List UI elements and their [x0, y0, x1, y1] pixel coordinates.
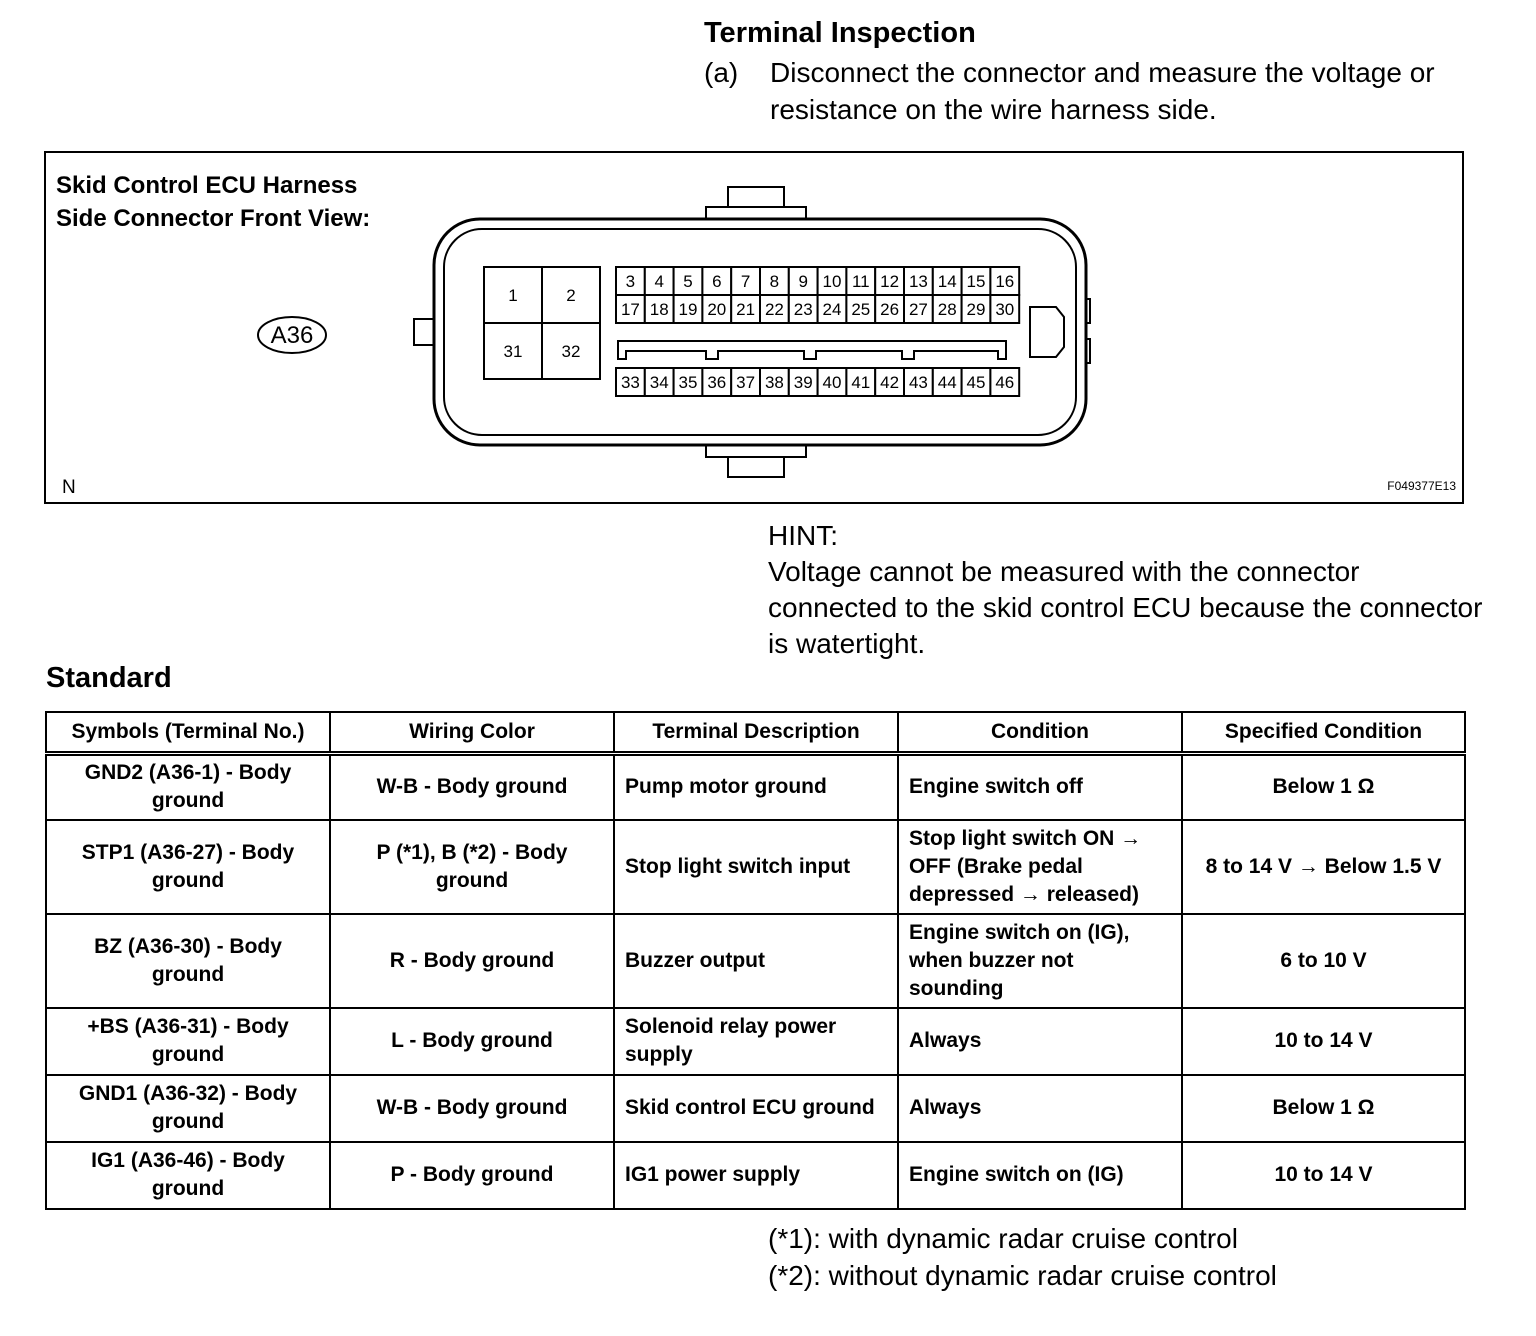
terminal-number: 43 [908, 373, 928, 393]
terminal-number: 46 [995, 373, 1015, 393]
terminal-cell [962, 267, 991, 295]
cell-wiring-color: P (*1), B (*2) - Body ground [330, 820, 614, 914]
cell-condition: Always [898, 1008, 1182, 1075]
terminal-cell [933, 267, 962, 295]
terminal-number: 19 [678, 300, 698, 320]
terminal-cell [702, 295, 731, 323]
terminal-cell [760, 295, 789, 323]
terminal-cell [616, 295, 645, 323]
terminal-number: 6 [712, 272, 722, 292]
cell-symbol: BZ (A36-30) - Body ground [46, 914, 330, 1008]
table-row [46, 820, 1465, 914]
section-heading: Terminal Inspection [704, 17, 976, 49]
terminal-cell [645, 368, 674, 396]
connector-figure [44, 151, 1464, 504]
terminal-number: 28 [937, 300, 957, 320]
standard-title: Standard [46, 662, 172, 694]
terminal-number: 13 [908, 272, 928, 292]
standard-table [45, 711, 1466, 1210]
hint-label: HINT: [768, 520, 838, 551]
table-row [46, 1008, 1465, 1075]
hint-block [768, 518, 1488, 662]
terminal-cell [933, 368, 962, 396]
terminal-cell [702, 368, 731, 396]
terminal-cell [875, 368, 904, 396]
terminal-cell [846, 295, 875, 323]
terminal-number: 38 [764, 373, 784, 393]
figure-corner-letter: N [62, 477, 76, 498]
terminal-cell [818, 295, 847, 323]
cell-description: IG1 power supply [614, 1142, 898, 1209]
terminal-cell [760, 368, 789, 396]
cell-specified: 6 to 10 V [1182, 914, 1465, 1008]
terminal-number: 15 [966, 272, 986, 292]
terminal-number: 40 [822, 373, 842, 393]
terminal-number: 32 [561, 342, 581, 362]
terminal-cell [484, 267, 542, 323]
terminal-number: 23 [793, 300, 813, 320]
terminal-number: 22 [764, 300, 784, 320]
terminal-cell [904, 267, 933, 295]
cell-description: Pump motor ground [614, 754, 898, 820]
cell-symbol: +BS (A36-31) - Body ground [46, 1008, 330, 1075]
cell-condition: Engine switch on (IG) [898, 1142, 1182, 1209]
terminal-number: 37 [736, 373, 756, 393]
terminal-number: 17 [620, 300, 640, 320]
terminal-number: 30 [995, 300, 1015, 320]
cell-symbol: STP1 (A36-27) - Body ground [46, 820, 330, 914]
terminal-cell [904, 295, 933, 323]
table-row [46, 1075, 1465, 1142]
cell-wiring-color: W-B - Body ground [330, 1075, 614, 1142]
cell-symbol: GND1 (A36-32) - Body ground [46, 1075, 330, 1142]
cell-description: Buzzer output [614, 914, 898, 1008]
cell-specified: 8 to 14 V → Below 1.5 V [1182, 820, 1465, 914]
terminal-cell [846, 267, 875, 295]
terminal-cell [990, 368, 1019, 396]
terminal-cell [645, 267, 674, 295]
terminal-cell [990, 267, 1019, 295]
terminal-number: 3 [625, 272, 636, 292]
terminal-cell [789, 267, 818, 295]
terminal-cell [990, 295, 1019, 323]
terminal-number: 11 [851, 272, 870, 292]
terminal-number: 26 [880, 300, 900, 320]
terminal-number: 31 [503, 342, 523, 362]
terminal-number: 12 [880, 272, 900, 292]
footnote-1: (*1): with dynamic radar cruise control [768, 1223, 1238, 1254]
terminal-number: 44 [937, 373, 957, 393]
terminal-number: 36 [707, 373, 727, 393]
cell-specified: Below 1 Ω [1182, 754, 1465, 820]
cell-description: Stop light switch input [614, 820, 898, 914]
terminal-cell [962, 368, 991, 396]
footnotes [768, 1220, 1277, 1294]
terminal-number: 45 [966, 373, 986, 393]
terminal-cell [962, 295, 991, 323]
terminal-number: 20 [707, 300, 727, 320]
terminal-number: 27 [908, 300, 928, 320]
terminal-number: 9 [798, 272, 808, 292]
cell-wiring-color: W-B - Body ground [330, 754, 614, 820]
terminal-cell [674, 368, 703, 396]
cell-wiring-color: R - Body ground [330, 914, 614, 1008]
cell-condition: Always [898, 1075, 1182, 1142]
terminal-cell [731, 368, 760, 396]
header-terminal-description: Terminal Description [614, 712, 898, 754]
terminal-cell [875, 295, 904, 323]
header-specified-condition: Specified Condition [1182, 712, 1465, 754]
terminal-number: 7 [740, 272, 751, 292]
cell-description: Skid control ECU ground [614, 1075, 898, 1142]
terminal-number: 39 [793, 373, 813, 393]
header-symbols: Symbols (Terminal No.) [46, 712, 330, 754]
terminal-cell [674, 295, 703, 323]
step-text: Disconnect the connector and measure the voltage or resistance on the wire harness side. [770, 57, 1435, 125]
cell-symbol: IG1 (A36-46) - Body ground [46, 1142, 330, 1209]
step-marker: (a) [704, 57, 739, 88]
terminal-cell [904, 368, 933, 396]
terminal-cell [731, 295, 760, 323]
cell-description: Solenoid relay power supply [614, 1008, 898, 1075]
header-condition: Condition [898, 712, 1182, 754]
terminal-cell [789, 368, 818, 396]
cell-condition: Engine switch on (IG), when buzzer not sounding [898, 914, 1182, 1008]
figure-title: Skid Control ECU Harness Side Connector Front View: [56, 172, 371, 232]
terminal-number: 41 [851, 373, 871, 393]
cell-specified: 10 to 14 V [1182, 1008, 1465, 1075]
terminal-cell [542, 267, 600, 323]
terminal-number: 8 [769, 272, 780, 292]
table-row [46, 754, 1465, 820]
table-row [46, 1142, 1465, 1209]
cell-condition: Stop light switch ON → OFF (Brake pedal depressed → released) [898, 820, 1182, 914]
figure-code: F049377E13 [1387, 479, 1456, 493]
table-row [46, 914, 1465, 1008]
terminal-cell [818, 368, 847, 396]
cell-specified: Below 1 Ω [1182, 1075, 1465, 1142]
terminal-number: 2 [566, 286, 576, 306]
header-wiring-color: Wiring Color [330, 712, 614, 754]
terminal-cell [702, 267, 731, 295]
footnote-2: (*2): without dynamic radar cruise control [768, 1260, 1277, 1291]
terminal-number: 35 [678, 373, 698, 393]
cell-specified: 10 to 14 V [1182, 1142, 1465, 1209]
connector-diagram [46, 153, 1462, 502]
terminal-cell [818, 267, 847, 295]
terminal-cell [760, 267, 789, 295]
connector-id: A36 [270, 322, 314, 349]
terminal-cell [542, 323, 600, 379]
terminal-number: 24 [822, 300, 842, 320]
terminal-number: 5 [683, 272, 693, 292]
cell-wiring-color: P - Body ground [330, 1142, 614, 1209]
terminal-number: 16 [995, 272, 1015, 292]
terminal-number: 29 [966, 300, 986, 320]
terminal-number: 21 [736, 300, 756, 320]
terminal-number: 33 [620, 373, 640, 393]
terminal-cell [731, 267, 760, 295]
terminal-cell [616, 267, 645, 295]
terminal-number: 10 [822, 272, 842, 292]
table-header-row [46, 712, 1465, 754]
hint-text: Voltage cannot be measured with the connector connected to the skid control ECU because the connector is watertight. [768, 556, 1483, 659]
cell-wiring-color: L - Body ground [330, 1008, 614, 1075]
terminal-number: 14 [937, 272, 957, 292]
terminal-cell [846, 368, 875, 396]
terminal-cell [645, 295, 674, 323]
terminal-number: 42 [880, 373, 900, 393]
large-terminal-grid [484, 267, 600, 379]
cell-condition: Engine switch off [898, 754, 1182, 820]
terminal-number: 4 [654, 272, 664, 292]
terminal-cell [933, 295, 962, 323]
cell-symbol: GND2 (A36-1) - Body ground [46, 754, 330, 820]
terminal-number: 25 [851, 300, 871, 320]
terminal-number: 1 [508, 286, 518, 306]
terminal-cell [484, 323, 542, 379]
terminal-cell [674, 267, 703, 295]
terminal-number: 34 [649, 373, 669, 393]
terminal-number: 18 [649, 300, 669, 320]
terminal-cell [789, 295, 818, 323]
terminal-cell [616, 368, 645, 396]
terminal-cell [875, 267, 904, 295]
